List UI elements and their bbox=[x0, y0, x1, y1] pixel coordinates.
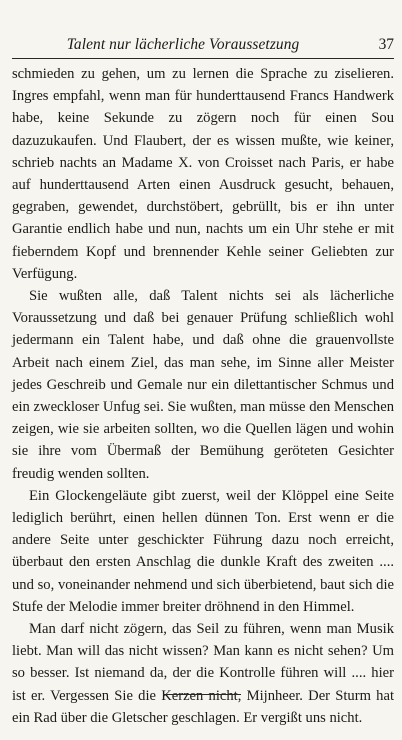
paragraph: schmieden zu gehen, um zu lernen die Sprache zu ziselieren. Ingres empfahl, wenn man für hunderttausend Francs Handwerk habe, keine Sekunde zu zögern noch für einen Sou dazuzukaufen. Und Flaubert, der es wissen mußte, wie keiner, schrieb nachts an Madame X. von Croisset nach Paris, er habe auf hunderttausend Arten einen Ausdruck gesucht, behauen, gegraben, gewendet, durchstöbert, gebrüllt, bis er ihn unter Garantie endlich habe und nun, nachts um ein Uhr stehe er mit fieberndem Kopf und brennender Kehle seiner Geliebten zur Verfügung. bbox=[12, 66, 394, 282]
section-end-rule bbox=[163, 694, 241, 695]
running-head bbox=[12, 36, 394, 59]
paragraph: Sie wußten alle, daß Talent nichts sei als lächerliche Voraussetzung und daß bei genauer Prüfung schließlich wohl jedermann ein Talent habe, und daß ohne die grauenvollste Arbeit nach einem Ziel, das man sehe, im Sinne aller Meister jedes Geschreib und Gemale nur ein dilettantischer Schmus und ein zweckloser Unfug sei. Sie wußten, man müsse den Menschen zeigen, wie sie arbeiten sollten, wo die Quellen lägen und wohin sie ihre vom Übermaß der Bemühung geröteten Gesichter freudig wenden sollten. bbox=[12, 288, 394, 482]
body-text bbox=[12, 63, 394, 729]
paragraph: Man darf nicht zögern, das Seil zu führen, wenn man Musik liebt. Man will das nicht wissen? Man kann es nicht sehen? Um so besser. Ist niemand da, der die Kontrolle führen will .... hier ist er. Vergessen Sie die Kerzen nicht, Mijnheer. Der Sturm hat ein Rad über die Gletscher geschlagen. Er vergißt uns nicht. bbox=[12, 621, 394, 726]
paragraph: Ein Glockengeläute gibt zuerst, weil der Klöppel eine Seite lediglich berührt, einen hellen dünnen Ton. Erst wenn er die andere Seite unter geschickter Führung dazu noch erreicht, überbaut den ersten Anschlag die dunkle Kraft des zweiten .... und so, voneinander nehmend und sich überbietend, baut sich die Stufe der Melodie immer breiter dröhnend in den Himmel. bbox=[12, 487, 394, 615]
page-number: 37 bbox=[378, 36, 394, 53]
running-title: Talent nur lächerliche Voraussetzung bbox=[66, 36, 300, 53]
